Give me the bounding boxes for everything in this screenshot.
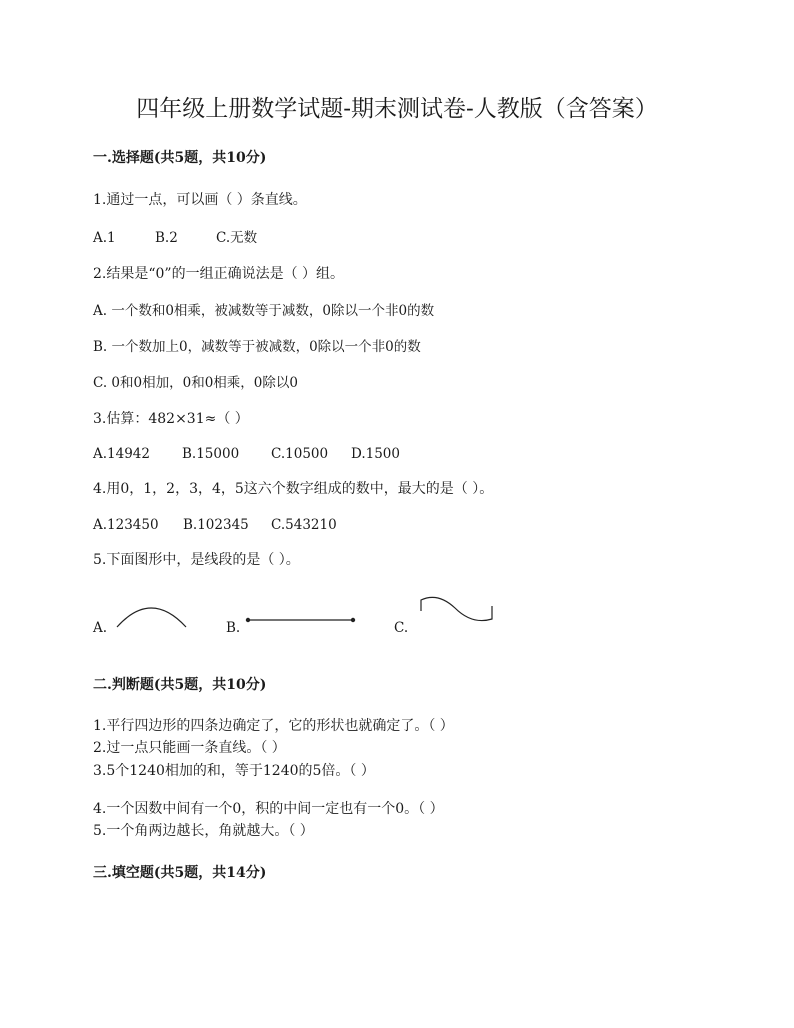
section-heading-judge: 二.判断题(共5题，共10分) (93, 677, 267, 693)
question-2-option-c: C. 0和0相加，0和0相乘，0除以0 (93, 375, 298, 391)
segment-endpoint-right (351, 618, 355, 622)
question-1-stem: 1.通过一点，可以画（ ）条直线。 (93, 192, 307, 208)
judge-question-3: 3.5个1240相加的和，等于1240的5倍。（ ） (93, 763, 375, 779)
judge-question-2: 2.过一点只能画一条直线。（ ） (93, 740, 286, 756)
judge-question-5: 5.一个角两边越长，角就越大。（ ） (93, 823, 314, 839)
question-5-option-c: C. (394, 620, 409, 636)
wavy-curve-figure (421, 597, 492, 620)
page-title: 四年级上册数学试题-期末测试卷-人教版（含答案） (136, 96, 658, 122)
segment-endpoint-left (246, 618, 250, 622)
question-3-option-d: D.1500 (351, 446, 400, 462)
question-4-option-c: C.543210 (271, 517, 337, 533)
question-3-option-b: B.15000 (182, 446, 240, 462)
question-2-option-b: B. 一个数加上0，减数等于被减数，0除以一个非0的数 (93, 339, 421, 355)
question-3-option-c: C.10500 (271, 446, 329, 462)
question-5-option-a: A. (93, 620, 108, 636)
section-heading-choice: 一.选择题(共5题，共10分) (93, 150, 267, 166)
question-1-option-c: C.无数 (216, 230, 258, 246)
section-heading-fill: 三.填空题(共5题，共14分) (93, 865, 267, 881)
question-2-stem: 2.结果是“0”的一组正确说法是（ ）组。 (93, 266, 345, 282)
question-5-stem: 5.下面图形中，是线段的是（ ）。 (93, 552, 300, 568)
judge-question-1: 1.平行四边形的四条边确定了，它的形状也就确定了。（ ） (93, 718, 454, 734)
judge-question-4: 4.一个因数中间有一个0，积的中间一定也有一个0。（ ） (93, 801, 444, 817)
question-1-option-b: B.2 (155, 230, 178, 246)
question-2-option-a: A. 一个数和0相乘，被减数等于减数，0除以一个非0的数 (93, 303, 435, 319)
question-4-option-a: A.123450 (93, 517, 159, 533)
question-4-stem: 4.用0，1，2，3，4，5这六个数字组成的数中，最大的是（ ）。 (93, 481, 494, 497)
question-1-option-a: A.1 (93, 230, 116, 246)
arc-figure (117, 608, 186, 627)
question-3-stem: 3.估算：482×31≈（ ） (93, 411, 249, 427)
question-3-option-a: A.14942 (93, 446, 150, 462)
question-5-option-b: B. (226, 620, 241, 636)
question-4-option-b: B.102345 (183, 517, 249, 533)
